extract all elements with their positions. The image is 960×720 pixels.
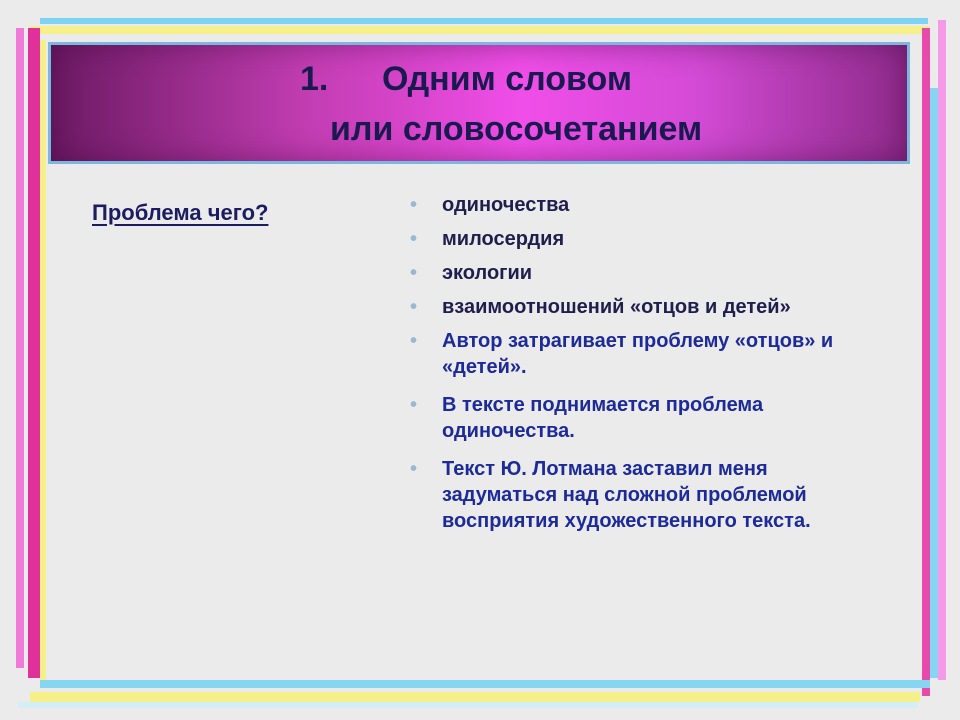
frame-stripe-top-yellow <box>30 26 930 34</box>
bullet-item <box>408 192 878 218</box>
bullet-dot-icon: • <box>410 228 418 250</box>
frame-stripe-right-pink <box>938 20 946 680</box>
bullet-dot-icon: • <box>410 458 418 480</box>
bullet-dot-icon: • <box>410 330 418 352</box>
frame-stripe-left-yellow <box>40 40 46 680</box>
bullet-item <box>408 260 878 286</box>
frame-stripe-bottom-light <box>18 702 918 708</box>
frame-stripe-bottom-cyan <box>40 680 930 688</box>
bullet-list <box>408 192 878 546</box>
bullet-dot-icon: • <box>410 194 418 216</box>
problem-question-label: Проблема чего? <box>92 200 269 225</box>
bullet-text: взаимоотношений «отцов и детей» <box>442 296 791 318</box>
bullet-text: В тексте поднимается проблема одиночества. <box>442 394 764 442</box>
bullet-text: Автор затрагивает проблему «отцов» и «детей». <box>442 330 834 378</box>
slide-title-line2: или словосочетанием <box>330 110 703 148</box>
frame-stripe-left-pink <box>16 28 24 668</box>
frame-stripe-top-cyan <box>40 18 928 24</box>
bullet-item-example <box>408 456 878 534</box>
slide-title-line1 <box>300 60 632 99</box>
bullet-dot-icon: • <box>410 262 418 284</box>
bullet-text: экологии <box>442 262 533 284</box>
bullet-dot-icon: • <box>410 394 418 416</box>
bullet-item <box>408 226 878 252</box>
bullet-item-example <box>408 328 878 380</box>
bullet-dot-icon: • <box>410 296 418 318</box>
title-number: 1. <box>300 60 329 98</box>
title-text-line1: Одним словом <box>382 60 632 98</box>
bullet-item-example <box>408 392 878 444</box>
frame-stripe-left-magenta <box>28 28 40 678</box>
bullet-text: милосердия <box>442 228 565 250</box>
frame-stripe-right-cyan <box>930 88 938 678</box>
bullet-text: Текст Ю. Лотмана заставил меня задуматься над сложной проблемой восприятия художественного текста. <box>442 458 811 532</box>
frame-stripe-right-magenta <box>922 28 930 696</box>
bullet-text: одиночества <box>442 194 570 216</box>
bullet-item <box>408 294 878 320</box>
frame-stripe-bottom-yellow <box>30 692 920 702</box>
